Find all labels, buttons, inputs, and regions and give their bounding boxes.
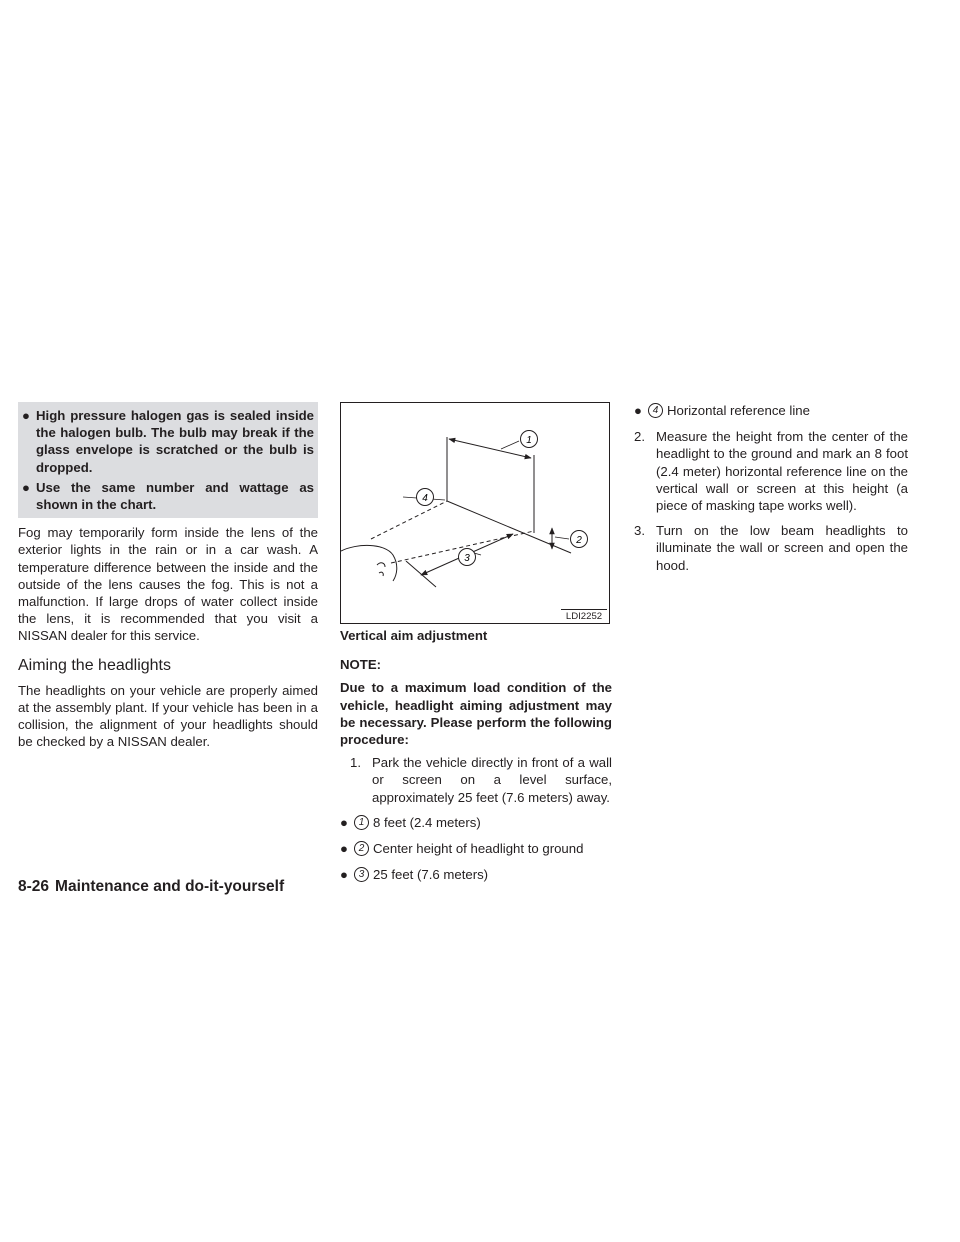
definition-text: 25 feet (7.6 meters) (373, 867, 489, 883)
headlight-aim-diagram (341, 403, 611, 625)
aim-paragraph: The headlights on your vehicle are properly aimed at the assembly plant. If your vehicle has been in a collision, the alignment of your headlights should be checked by a NISSAN dealer. (18, 682, 318, 750)
vehicle-front (341, 545, 397, 581)
step-item (634, 522, 908, 574)
figure-caption: Vertical aim adjustment (340, 628, 488, 643)
definition-text: Horizontal reference line (667, 403, 810, 418)
warning-item (22, 479, 314, 513)
step-number: 1. (350, 755, 361, 771)
tick-3 (406, 561, 436, 587)
callout-4-text: 4 (422, 493, 428, 504)
number-badge: 2 (354, 841, 369, 856)
bullet-icon: ● (340, 867, 348, 883)
leader-2 (555, 537, 569, 539)
step-text: Turn on the low beam headlights to illuminate the wall or screen and open the hood. (656, 523, 908, 573)
column-right (634, 402, 908, 582)
page-number: 8-26 (18, 878, 50, 895)
bullet-icon: ● (22, 408, 30, 423)
callout-2-text: 2 (576, 535, 582, 546)
step-item (634, 428, 908, 514)
page-footer (18, 878, 284, 896)
column-middle (340, 402, 612, 892)
bullet-icon: ● (22, 479, 30, 495)
bullet-icon: ● (634, 403, 642, 418)
dimension-arrow-1 (449, 439, 531, 458)
definition-text: Center height of headlight to ground (373, 841, 584, 857)
step-number: 3. (634, 523, 645, 539)
step-text: Park the vehicle directly in front of a wall or screen on a level surface, approximately 25 feet (7.6 meters) away. (372, 755, 612, 805)
note-title: NOTE: (340, 657, 382, 673)
section-title: Aiming the headlights (18, 656, 171, 674)
number-badge: 3 (354, 867, 369, 882)
leader-1 (501, 441, 519, 449)
number-badge: 1 (354, 815, 369, 830)
definition-text: 8 feet (2.4 meters) (373, 814, 481, 830)
beam-line-upper (371, 501, 447, 539)
bullet-icon: ● (340, 841, 348, 857)
number-badge: 4 (648, 403, 663, 418)
callout-3-text: 3 (464, 553, 470, 564)
headlight-aim-figure (340, 402, 610, 624)
warning-item (22, 407, 314, 476)
callout-1-text: 1 (526, 435, 532, 446)
column-left (18, 402, 318, 759)
warning-text: High pressure halogen gas is sealed inside the halogen bulb. The bulb may break if the glass envelope is scratched or the bulb is dropped. (36, 408, 314, 475)
bullet-icon: ● (340, 814, 348, 830)
step-text: Measure the height from the center of the headlight to the ground and mark an 8 foot (2.4 meter) horizontal reference line on the vertical wall or screen at this height (a piece of masking tape works well). (656, 429, 908, 514)
warning-box (18, 402, 318, 518)
definition-item (340, 866, 612, 883)
definition-item (634, 402, 908, 419)
definition-item (340, 814, 612, 831)
definition-item (340, 840, 612, 857)
chapter-title: Maintenance and do-it-yourself (55, 878, 285, 895)
step-item (340, 754, 612, 806)
headlight-detail (379, 572, 383, 576)
fog-paragraph: Fog may temporarily form inside the lens of the exterior lights in the rain or in a car wash. A temperature difference between the inside and the outside of the lens causes the fog. This is not a malfunction. If large drops of water collect inside the lens, it is recommended that you visit a NISSAN dealer for this service. (18, 525, 318, 644)
headlight-shape (377, 563, 385, 567)
figure-label: LDI2252 (561, 609, 607, 623)
step-number: 2. (634, 429, 645, 445)
note-text: Due to a maximum load condition of the vehicle, headlight aiming adjustment may be necessary. Please perform the following procedure: (340, 680, 612, 748)
warning-text: Use the same number and wattage as shown in the chart. (36, 479, 314, 513)
